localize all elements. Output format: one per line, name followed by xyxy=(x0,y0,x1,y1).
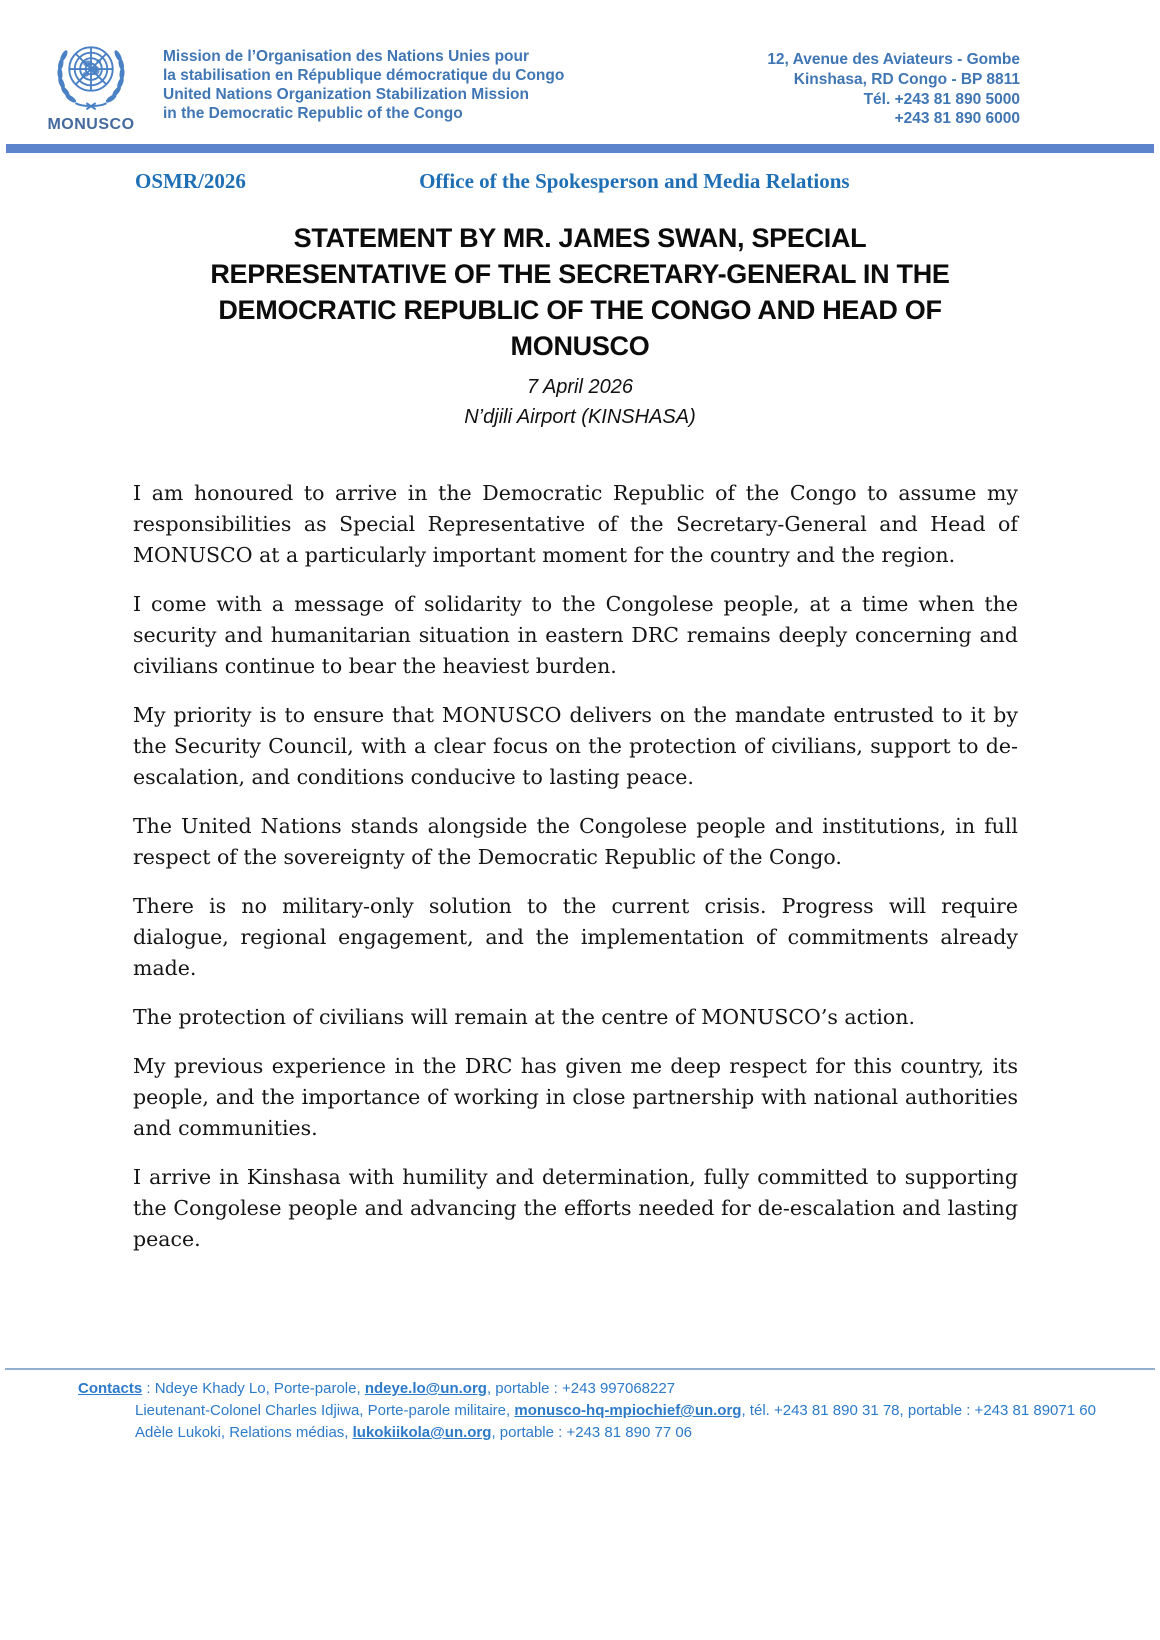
address-line: Tél. +243 81 890 5000 xyxy=(863,90,1020,108)
contact-text: : Ndeye Khady Lo, Porte-parole, xyxy=(142,1380,365,1397)
contacts-label: Contacts xyxy=(78,1380,143,1397)
address-block xyxy=(767,38,1160,129)
contact-line xyxy=(78,1400,1140,1422)
letterhead xyxy=(0,0,1160,134)
statement-location: N’djili Airport (KINSHASA) xyxy=(464,406,696,428)
statement-body xyxy=(0,432,1160,1255)
header-divider xyxy=(6,144,1154,153)
mission-name xyxy=(163,38,564,124)
paragraph: My previous experience in the DRC has given me deep respect for this country, its people, and the importance of working in close partnership with national authorities and communities. xyxy=(133,1054,1018,1140)
statement-date: 7 April 2026 xyxy=(527,376,633,398)
title-line: MONUSCO xyxy=(510,331,650,361)
contact-text: Lieutenant-Colonel Charles Idjiwa, Porte-parole militaire, xyxy=(135,1402,515,1419)
reference-row xyxy=(0,169,1160,194)
title-line: REPRESENTATIVE OF THE SECRETARY-GENERAL IN THE xyxy=(210,259,950,289)
mission-line: United Nations Organization Stabilization Mission xyxy=(163,85,529,103)
title-line: DEMOCRATIC REPUBLIC OF THE CONGO AND HEAD OF xyxy=(218,295,942,325)
contact-text: , portable : +243 997068227 xyxy=(486,1380,676,1397)
paragraph: I arrive in Kinshasa with humility and determination, fully committed to supporting the Congolese people and advancing the efforts needed for de-escalation and lasting peace. xyxy=(133,1165,1018,1251)
mission-line: in the Democratic Republic of the Congo xyxy=(163,104,463,122)
contact-text: , portable : +243 81 890 77 06 xyxy=(491,1424,693,1441)
paragraph: The United Nations stands alongside the Congolese people and institutions, in full respect of the sovereignty of the Democratic Republic of the Congo. xyxy=(133,814,1018,869)
statement-title xyxy=(0,220,1160,364)
title-line: STATEMENT BY MR. JAMES SWAN, SPECIAL xyxy=(293,223,867,253)
footer xyxy=(0,1368,1160,1444)
statement-dateline xyxy=(0,372,1160,432)
paragraph: There is no military-only solution to the current crisis. Progress will require dialogue, regional engagement, and the implementation of commitments already made. xyxy=(133,894,1018,980)
paragraph: My priority is to ensure that MONUSCO delivers on the mandate entrusted to it by the Security Council, with a clear focus on the protection of civilians, support to de-escalation, and conditions conducive to lasting peace. xyxy=(133,703,1018,789)
monusco-logo xyxy=(35,38,147,134)
contact-line xyxy=(78,1422,1140,1444)
address-line: 12, Avenue des Aviateurs - Gombe xyxy=(767,51,1020,68)
un-emblem-icon xyxy=(35,38,147,114)
contact-text: Adèle Lukoki, Relations médias, xyxy=(135,1424,353,1441)
address-line: Kinshasa, RD Congo - BP 8811 xyxy=(793,70,1020,88)
mission-line: Mission de l’Organisation des Nations Unies pour xyxy=(163,48,530,65)
paragraph: I am honoured to arrive in the Democratic Republic of the Congo to assume my responsibilities as Special Representative of the Secretary-General and Head of MONUSCO at a particularly important moment for the country and the region. xyxy=(133,481,1018,567)
contacts-block xyxy=(0,1370,1160,1444)
office-name: Office of the Spokesperson and Media Relations xyxy=(419,169,850,193)
logo-caption: MONUSCO xyxy=(47,116,135,133)
address-line: +243 81 890 6000 xyxy=(894,110,1020,128)
contact-line xyxy=(78,1378,1140,1400)
mission-line: la stabilisation en République démocratique du Congo xyxy=(163,66,565,84)
contact-email-link[interactable]: ndeye.lo@un.org xyxy=(364,1380,487,1397)
paragraph: The protection of civilians will remain at the centre of MONUSCO’s action. xyxy=(133,1005,915,1029)
paragraph: I come with a message of solidarity to the Congolese people, at a time when the security and humanitarian situation in eastern DRC remains deeply concerning and civilians continue to bear the heaviest burden. xyxy=(133,592,1018,678)
contact-text: , tél. +243 81 890 31 78, portable : +243 81 89071 60 xyxy=(741,1402,1096,1419)
contact-email-link[interactable]: lukokiikola@un.org xyxy=(352,1424,492,1441)
reference-code: OSMR/2026 xyxy=(135,169,246,193)
contact-email-link[interactable]: monusco-hq-mpiochief@un.org xyxy=(514,1402,742,1419)
